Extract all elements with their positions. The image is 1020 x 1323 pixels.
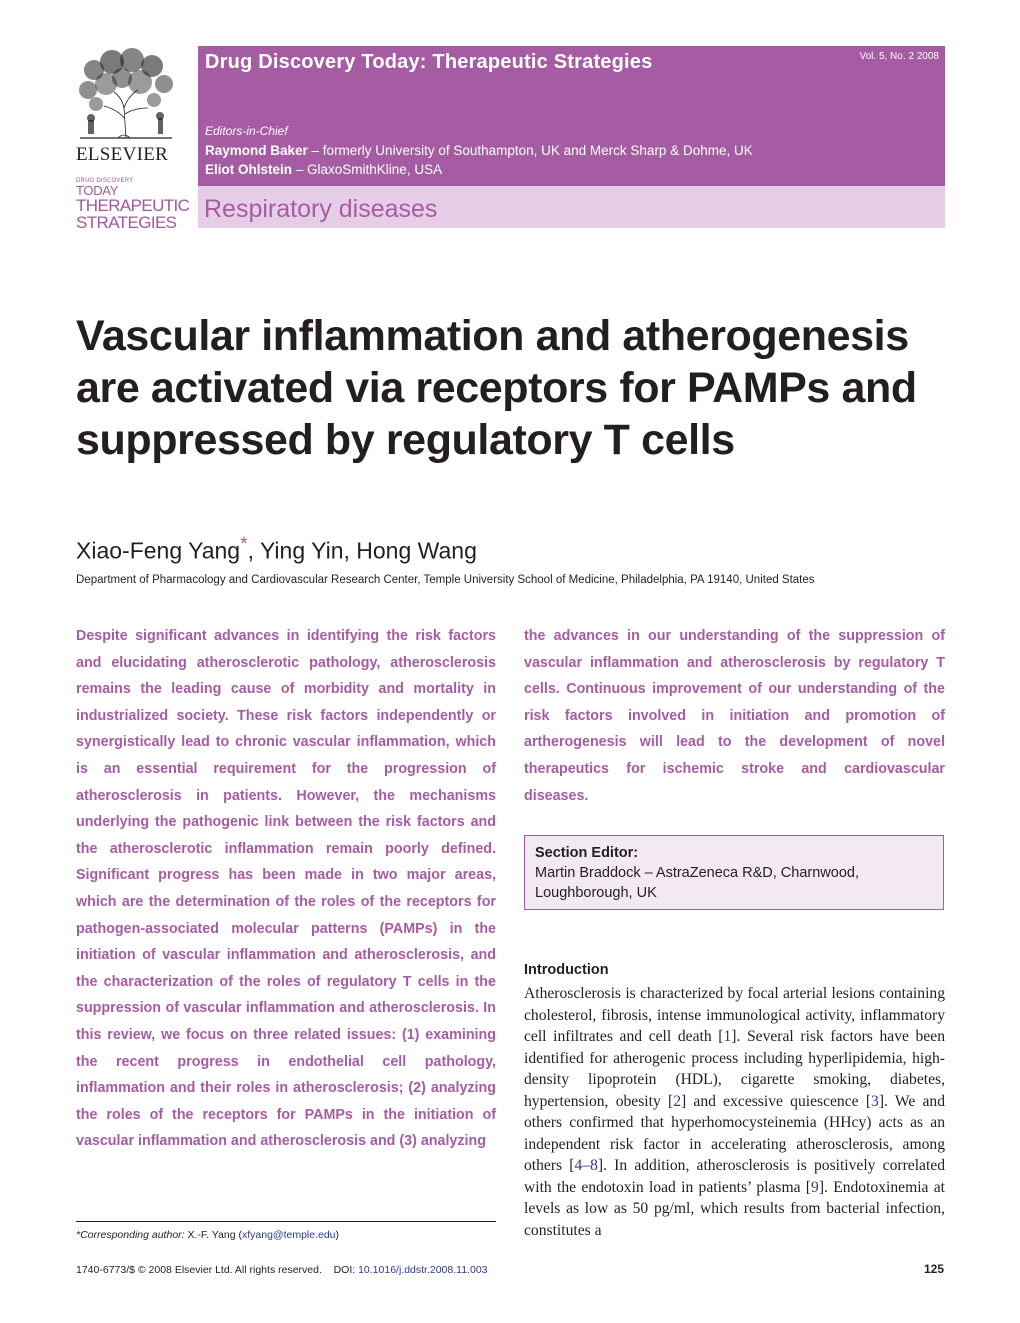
- section-name: Respiratory diseases: [204, 195, 438, 223]
- citation-link[interactable]: 9: [811, 1178, 819, 1196]
- journal-logo-line: TODAY: [76, 183, 119, 198]
- journal-title: Drug Discovery Today: Therapeutic Strategies: [205, 51, 653, 73]
- footnote-text: X.-F. Yang (: [184, 1229, 242, 1241]
- body-text: ]. We and others confirmed that hyperhomocysteinemia (HHcy) acts as an independent risk factor in accelerating atherosclerosis, among others [: [524, 1092, 946, 1174]
- journal-logo: [76, 178, 190, 232]
- volume-info: Vol. 5, No. 2 2008: [859, 51, 939, 62]
- citation-link[interactable]: 1: [723, 1028, 732, 1045]
- section-editor-heading: Section Editor:: [535, 845, 639, 861]
- section-editor-box: [524, 835, 944, 910]
- corresponding-author-mark[interactable]: *: [240, 534, 248, 555]
- publisher-name: ELSEVIER: [76, 144, 169, 165]
- editor-affiliation: – GlaxoSmithKline, USA: [292, 162, 443, 177]
- journal-logo-line: THERAPEUTIC: [76, 196, 190, 215]
- footnote-divider: [76, 1221, 496, 1222]
- page-number: 125: [923, 1262, 944, 1276]
- body-text: Atherosclerosis is characterized by focal arterial lesions containing cholesterol, fibrosis, intense immunological activity, inflammatory cell infiltrates and cell death [: [524, 985, 945, 1045]
- elsevier-tree-logo: [74, 48, 178, 140]
- body-text: ]. In addition, atherosclerosis is positively correlated with the endotoxin load in patients’ plasma [: [524, 1157, 945, 1196]
- journal-logo-line: DRUG DISCOVERY: [76, 178, 134, 184]
- article-title: Vascular inflammation and atherogenesis are activated via receptors for PAMPs and suppressed by regulatory T cells: [76, 312, 917, 464]
- body-text: ]. Several risk factors have been identified for atherogenic process including hyperlipidemia, high-density lipoprotein (HDL), cigarette smoking, diabetes, hypertension, obesity [: [524, 1028, 945, 1110]
- journal-logo-line: STRATEGIES: [76, 213, 177, 232]
- author-name: Xiao-Feng Yang: [76, 537, 241, 564]
- copyright-notice: 1740-6773/$ © 2008 Elsevier Ltd. All rights reserved.: [76, 1264, 322, 1276]
- editors-label: Editors-in-Chief: [205, 124, 288, 138]
- editor-name: Eliot Ohlstein: [205, 162, 293, 177]
- footnote-label: *Corresponding author:: [76, 1229, 185, 1241]
- section-band: [198, 186, 945, 228]
- author-list: [76, 534, 477, 565]
- doi-label: DOI:: [333, 1264, 359, 1276]
- journal-banner: [198, 46, 945, 186]
- body-text: ]. Endotoxinemia at levels as low as 50 pg/ml, which results from bacterial infection, constitutes a: [524, 1178, 946, 1239]
- abstract-column-right: the advances in our understanding of the suppression of vascular inflammation and atherosclerosis by regulatory T cells. Continuous improvement of our understanding of the risk factors involved in initiation and promotion of artherogenesis will lead to the development of novel therapeutics for ischemic stroke and cardiovascular diseases.: [524, 628, 945, 804]
- editor-line: [205, 162, 442, 177]
- section-editor-text: Martin Braddock – AstraZeneca R&D, Charnwood, Loughborough, UK: [535, 865, 859, 901]
- citation-link[interactable]: 3: [871, 1092, 879, 1110]
- corresponding-author-footnote: [76, 1229, 339, 1241]
- page-footer: [76, 1264, 488, 1276]
- citation-link[interactable]: 2: [673, 1092, 681, 1110]
- footnote-close: ): [335, 1229, 340, 1241]
- editor-name: Raymond Baker: [205, 143, 308, 158]
- affiliation: Department of Pharmacology and Cardiovascular Research Center, Temple University School of Medicine, Philadelphia, PA 19140, United States: [76, 574, 815, 586]
- abstract-column-left: Despite significant advances in identifying the risk factors and elucidating atherosclerotic pathology, atherosclerosis remains the leading cause of morbidity and mortality in industrialized society. These risk factors independently or synergistically lead to chronic vascular inflammation, which is an essential requirement for the progression of atherosclerosis in patients. However, the mechanisms underlying the pathogenic link between the risk factors and the atherosclerotic inflammation remain poorly defined. Significant progress has been made in two major areas, which are the determination of the roles of the receptors for pathogen-associated molecular patterns (PAMPs) in the initiation of vascular inflammation and atherosclerosis, and the characterization of the roles of regulatory T cells in the suppression of vascular inflammation and atherosclerosis. In this review, we focus on three related issues: (1) examining the recent progress in endothelial cell pathology, inflammation and their roles in atherosclerosis; (2) analyzing the roles of the receptors for PAMPs in the initiation of vascular inflammation and atherosclerosis and (3) analyzing: [76, 628, 496, 1150]
- author-names: , Ying Yin, Hong Wang: [247, 537, 477, 564]
- author-email-link[interactable]: xfyang@temple.edu: [241, 1229, 336, 1241]
- editor-line: [205, 143, 753, 158]
- body-text: ] and excessive quiescence [: [680, 1092, 872, 1110]
- introduction-heading: Introduction: [524, 962, 609, 978]
- citation-link[interactable]: 4–8: [574, 1157, 598, 1174]
- editor-affiliation: – formerly University of Southampton, UK and Merck Sharp & Dohme, UK: [307, 143, 753, 158]
- doi-link[interactable]: 10.1016/j.ddstr.2008.11.003: [358, 1264, 488, 1276]
- introduction-body: [524, 983, 945, 1241]
